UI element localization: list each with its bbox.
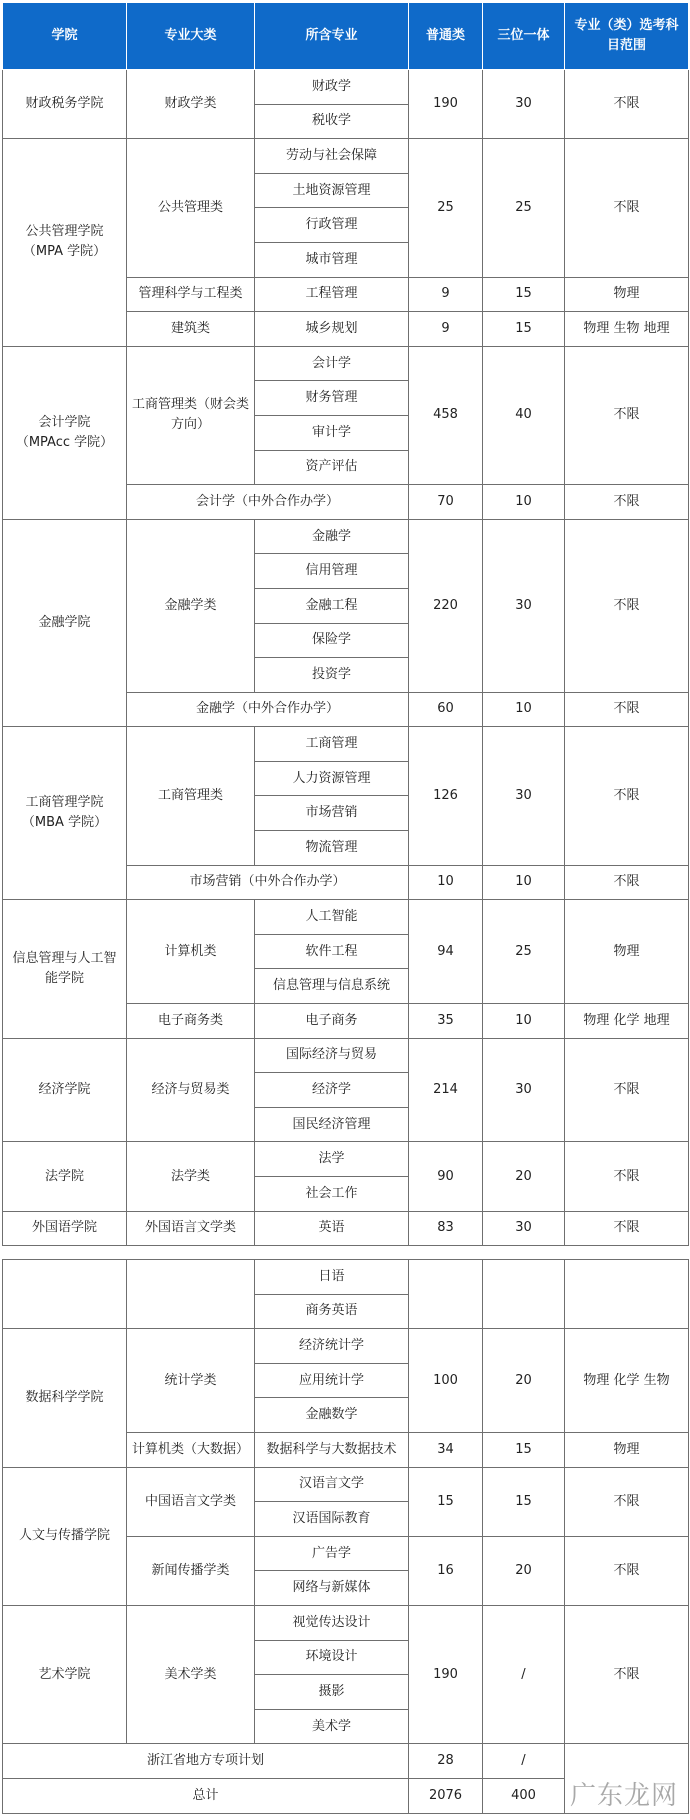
major-cell: 物流管理 <box>255 831 409 866</box>
college-cell: 外国语学院 <box>3 1211 127 1246</box>
enrollment-table-part2 <box>2 1259 689 1814</box>
college-cell: 信息管理与人工智能学院 <box>3 900 127 1038</box>
major-cell: 工程管理 <box>255 277 409 312</box>
category-cell: 中国语言文学类 <box>127 1467 255 1536</box>
category-cell: 统计学类 <box>127 1329 255 1433</box>
requirement-cell: 物理 化学 地理 <box>565 1004 689 1039</box>
general-cell: 214 <box>409 1038 483 1142</box>
header-three-in-one: 三位一体 <box>483 3 565 70</box>
requirement-cell-continued <box>565 1260 689 1329</box>
requirement-cell: 不限 <box>565 139 689 277</box>
three-in-one-cell: 15 <box>483 1432 565 1467</box>
general-cell: 9 <box>409 312 483 347</box>
requirement-cell: 不限 <box>565 346 689 484</box>
total-label: 总计 <box>3 1778 409 1813</box>
three-in-one-cell: 30 <box>483 1211 565 1246</box>
watermark-logo: 广东龙网 <box>569 1781 678 1811</box>
general-cell: 15 <box>409 1467 483 1536</box>
major-cell: 经济学 <box>255 1073 409 1108</box>
college-name-line1: 公共管理学院 <box>25 224 104 240</box>
table-row <box>3 519 689 554</box>
college-cell: 经济学院 <box>3 1038 127 1142</box>
college-name-line1: 会计学院 <box>38 414 91 430</box>
three-in-one-cell: 20 <box>483 1142 565 1211</box>
major-cell: 人力资源管理 <box>255 761 409 796</box>
header-subject-requirement: 专业（类）选考科目范围 <box>565 3 689 70</box>
category-cell: 金融学类 <box>127 519 255 692</box>
major-cell: 电子商务 <box>255 1004 409 1039</box>
requirement-cell: 不限 <box>565 692 689 727</box>
table-row <box>3 900 689 935</box>
major-cell: 广告学 <box>255 1536 409 1571</box>
general-cell: 220 <box>409 519 483 692</box>
college-cell-continued <box>3 1260 127 1329</box>
general-cell: 10 <box>409 865 483 900</box>
general-cell: 458 <box>409 346 483 484</box>
requirement-cell: 物理 化学 生物 <box>565 1329 689 1433</box>
category-cell: 计算机类（大数据） <box>127 1432 255 1467</box>
general-cell: 35 <box>409 1004 483 1039</box>
requirement-cell: 不限 <box>565 485 689 520</box>
college-cell: 金融学院 <box>3 519 127 727</box>
major-cell: 环境设计 <box>255 1640 409 1675</box>
major-cell: 汉语言文学 <box>255 1467 409 1502</box>
category-cell: 财政学类 <box>127 70 255 139</box>
three-in-one-cell: 30 <box>483 70 565 139</box>
header-major-category: 专业大类 <box>127 3 255 70</box>
major-cell: 行政管理 <box>255 208 409 243</box>
category-cell-continued <box>127 1260 255 1329</box>
major-cell: 信息管理与信息系统 <box>255 969 409 1004</box>
college-cell: 数据科学学院 <box>3 1329 127 1467</box>
major-cell: 保险学 <box>255 623 409 658</box>
major-cell: 税收学 <box>255 104 409 139</box>
requirement-cell: 不限 <box>565 70 689 139</box>
major-cell: 摄影 <box>255 1675 409 1710</box>
major-cell: 工商管理 <box>255 727 409 762</box>
header-college: 学院 <box>3 3 127 70</box>
total-general: 2076 <box>409 1778 483 1813</box>
major-cell: 国际经济与贸易 <box>255 1038 409 1073</box>
major-cell: 金融数学 <box>255 1398 409 1433</box>
category-cell: 美术学类 <box>127 1605 255 1743</box>
requirement-cell: 物理 生物 地理 <box>565 312 689 347</box>
table-row <box>3 1260 689 1295</box>
major-cell: 市场营销 <box>255 796 409 831</box>
major-cell: 人工智能 <box>255 900 409 935</box>
major-cell: 美术学 <box>255 1709 409 1744</box>
major-cell: 商务英语 <box>255 1294 409 1329</box>
category-cell: 外国语言文学类 <box>127 1211 255 1246</box>
table-header-row <box>3 3 689 70</box>
general-cell: 190 <box>409 1605 483 1743</box>
major-cell: 资产评估 <box>255 450 409 485</box>
major-cell: 英语 <box>255 1211 409 1246</box>
major-cell: 会计学 <box>255 346 409 381</box>
three-in-one-cell: 15 <box>483 1467 565 1536</box>
table-row <box>3 70 689 105</box>
requirement-cell: 不限 <box>565 727 689 865</box>
three-in-one-cell: 30 <box>483 1038 565 1142</box>
general-cell: 34 <box>409 1432 483 1467</box>
three-in-one-cell: 15 <box>483 277 565 312</box>
major-cell: 汉语国际教育 <box>255 1502 409 1537</box>
category-cell: 计算机类 <box>127 900 255 1004</box>
major-cell: 网络与新媒体 <box>255 1571 409 1606</box>
college-cell: 财政税务学院 <box>3 70 127 139</box>
major-cell: 土地资源管理 <box>255 173 409 208</box>
college-cell: 人文与传播学院 <box>3 1467 127 1605</box>
general-cell: 100 <box>409 1329 483 1433</box>
coop-program-cell: 会计学（中外合作办学） <box>127 485 409 520</box>
major-cell: 软件工程 <box>255 934 409 969</box>
major-cell: 城市管理 <box>255 242 409 277</box>
college-cell: 艺术学院 <box>3 1605 127 1743</box>
requirement-cell: 不限 <box>565 1142 689 1211</box>
table-row <box>3 1467 689 1502</box>
major-cell: 金融学 <box>255 519 409 554</box>
requirement-cell: 不限 <box>565 1467 689 1536</box>
general-cell: 28 <box>409 1744 483 1779</box>
three-in-one-cell: 20 <box>483 1536 565 1605</box>
college-name-line2: （MPA 学院） <box>22 244 107 260</box>
major-cell: 投资学 <box>255 658 409 693</box>
table-row <box>3 1744 689 1779</box>
table-row <box>3 727 689 762</box>
three-in-one-cell: 20 <box>483 1329 565 1433</box>
major-cell: 财务管理 <box>255 381 409 416</box>
general-cell: 190 <box>409 70 483 139</box>
header-majors: 所含专业 <box>255 3 409 70</box>
table-row <box>3 1038 689 1073</box>
category-cell: 建筑类 <box>127 312 255 347</box>
requirement-cell: 不限 <box>565 1211 689 1246</box>
three-in-one-cell: 10 <box>483 485 565 520</box>
three-in-one-cell: 30 <box>483 519 565 692</box>
category-cell: 公共管理类 <box>127 139 255 277</box>
major-cell: 日语 <box>255 1260 409 1295</box>
general-cell: 83 <box>409 1211 483 1246</box>
major-cell: 劳动与社会保障 <box>255 139 409 174</box>
college-name-line2: （MBA 学院） <box>21 815 108 831</box>
enrollment-table-part1 <box>2 2 689 1246</box>
requirement-cell: 物理 <box>565 1432 689 1467</box>
total-three-in-one: 400 <box>483 1778 565 1813</box>
major-cell: 审计学 <box>255 415 409 450</box>
major-cell: 社会工作 <box>255 1177 409 1212</box>
general-cell: 126 <box>409 727 483 865</box>
three-in-one-cell-continued <box>483 1260 565 1329</box>
page-break-gap <box>0 1249 690 1259</box>
major-cell: 法学 <box>255 1142 409 1177</box>
general-cell: 25 <box>409 139 483 277</box>
three-in-one-cell: / <box>483 1744 565 1779</box>
table-row <box>3 1211 689 1246</box>
college-cell: 法学院 <box>3 1142 127 1211</box>
category-cell: 电子商务类 <box>127 1004 255 1039</box>
major-cell: 财政学 <box>255 70 409 105</box>
category-cell: 法学类 <box>127 1142 255 1211</box>
special-plan-label: 浙江省地方专项计划 <box>3 1744 409 1779</box>
table-row <box>3 1329 689 1364</box>
general-cell: 9 <box>409 277 483 312</box>
category-cell: 管理科学与工程类 <box>127 277 255 312</box>
three-in-one-cell: 10 <box>483 1004 565 1039</box>
college-name-line2: （MPAcc 学院） <box>15 434 114 450</box>
header-general: 普通类 <box>409 3 483 70</box>
three-in-one-cell: 15 <box>483 312 565 347</box>
major-cell: 视觉传达设计 <box>255 1605 409 1640</box>
table-row <box>3 1142 689 1177</box>
college-cell <box>3 346 127 519</box>
general-cell: 16 <box>409 1536 483 1605</box>
three-in-one-cell: 30 <box>483 727 565 865</box>
requirement-cell: 不限 <box>565 1605 689 1743</box>
three-in-one-cell: 25 <box>483 139 565 277</box>
table-row <box>3 139 689 174</box>
requirement-cell: 不限 <box>565 865 689 900</box>
three-in-one-cell: 25 <box>483 900 565 1004</box>
coop-program-cell: 市场营销（中外合作办学） <box>127 865 409 900</box>
category-cell: 工商管理类 <box>127 727 255 865</box>
major-cell: 数据科学与大数据技术 <box>255 1432 409 1467</box>
general-cell-continued <box>409 1260 483 1329</box>
major-cell: 经济统计学 <box>255 1329 409 1364</box>
general-cell: 70 <box>409 485 483 520</box>
college-cell <box>3 139 127 347</box>
major-cell: 金融工程 <box>255 588 409 623</box>
requirement-cell: 不限 <box>565 1536 689 1605</box>
category-cell: 经济与贸易类 <box>127 1038 255 1142</box>
coop-program-cell: 金融学（中外合作办学） <box>127 692 409 727</box>
requirement-cell: 不限 <box>565 519 689 692</box>
major-cell: 国民经济管理 <box>255 1107 409 1142</box>
category-cell: 新闻传播学类 <box>127 1536 255 1605</box>
category-cell: 工商管理类（财会类方向） <box>127 346 255 484</box>
college-cell <box>3 727 127 900</box>
requirement-cell: 不限 <box>565 1038 689 1142</box>
table-row <box>3 346 689 381</box>
three-in-one-cell: 10 <box>483 692 565 727</box>
requirement-cell: 物理 <box>565 900 689 1004</box>
three-in-one-cell: 10 <box>483 865 565 900</box>
major-cell: 应用统计学 <box>255 1363 409 1398</box>
general-cell: 60 <box>409 692 483 727</box>
requirement-cell: 物理 <box>565 277 689 312</box>
three-in-one-cell: 40 <box>483 346 565 484</box>
major-cell: 城乡规划 <box>255 312 409 347</box>
table-row <box>3 1605 689 1640</box>
three-in-one-cell: / <box>483 1605 565 1743</box>
major-cell: 信用管理 <box>255 554 409 589</box>
college-name-line1: 工商管理学院 <box>25 795 104 811</box>
general-cell: 90 <box>409 1142 483 1211</box>
general-cell: 94 <box>409 900 483 1004</box>
